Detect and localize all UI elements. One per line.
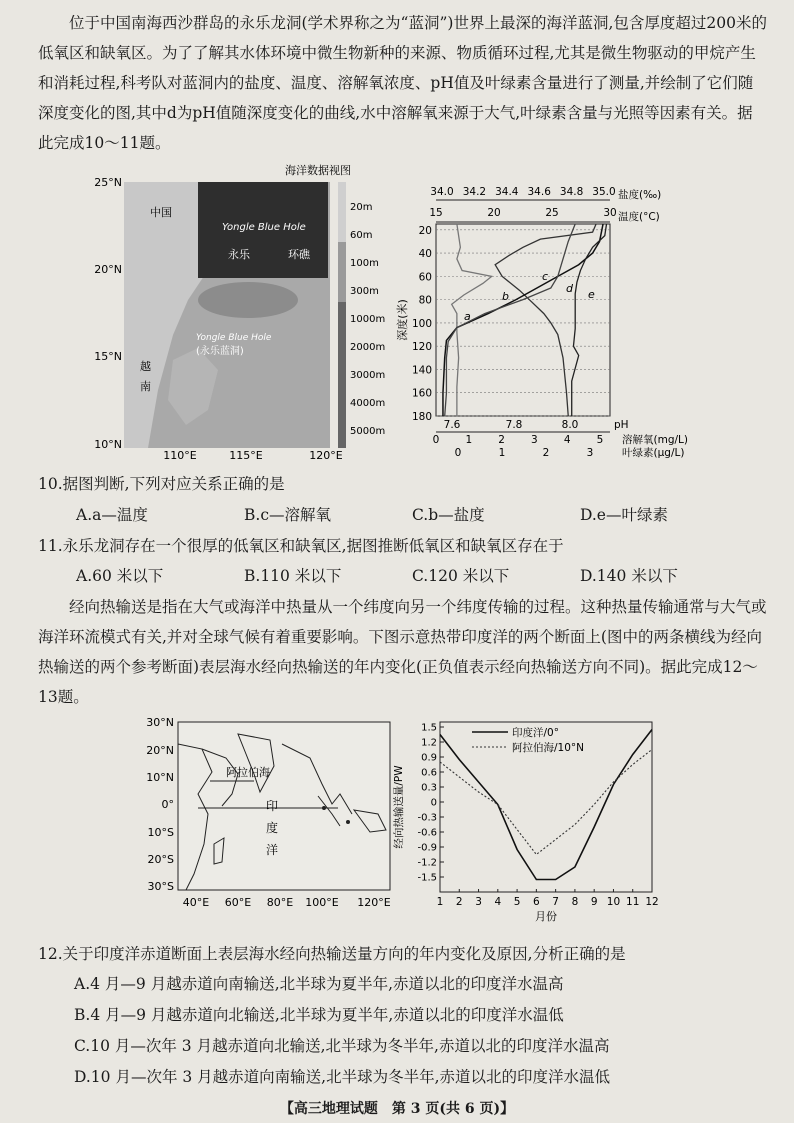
y-tick-label: -1.2	[417, 857, 437, 869]
y-tick-label: 120	[411, 341, 432, 354]
salinity-tick-label: 34.8	[559, 186, 584, 198]
curve-label-c: c	[542, 270, 549, 283]
ph-tick-label: 7.8	[505, 419, 523, 431]
lat-label: 0°	[161, 798, 174, 811]
x-tick-label: 7	[552, 896, 559, 908]
curve-label-a: a	[464, 310, 471, 323]
ph-tick-label: 7.6	[443, 419, 461, 431]
q12-stem: 12.关于印度洋赤道断面上表层海水经向热输送量方向的年内变化及原因,分析正确的是	[38, 945, 626, 963]
x-tick-label: 5	[513, 896, 521, 908]
chlorophyll-tick-label: 1	[498, 447, 506, 459]
depth-legend-label: 2000m	[350, 342, 386, 353]
q11-option-d[interactable]: D.140 米以下	[580, 567, 678, 585]
inset-label-yongle: 永乐	[228, 248, 250, 261]
oxygen-tick-label: 0	[432, 434, 440, 446]
lon-label: 120°E	[309, 449, 343, 462]
y-tick-label: -0.3	[417, 812, 437, 824]
y-tick-label: -0.6	[417, 827, 437, 839]
q10-option-d[interactable]: D.e—叶绿素	[580, 506, 668, 524]
lat-label: 20°N	[94, 263, 122, 276]
legend-label-arabian-sea: 阿拉伯海/10°N	[512, 742, 585, 754]
salinity-axis-label: 盐度(‰)	[618, 189, 662, 201]
x-tick-label: 9	[590, 896, 598, 908]
lon-label: 60°E	[224, 896, 252, 909]
y-tick-label: 60	[418, 271, 432, 284]
y-tick-label: 1.2	[421, 737, 437, 749]
temperature-axis-label: 温度(°C)	[618, 211, 660, 223]
map-title: 海洋数据视图	[285, 164, 351, 177]
curve-label-b: b	[502, 290, 509, 303]
lon-label: 115°E	[229, 449, 263, 462]
arabian-sea-label: 阿拉伯海	[226, 766, 270, 779]
x-tick-label: 2	[455, 896, 463, 908]
ocean-label-2: 度	[266, 821, 279, 835]
figure-1-map	[88, 160, 386, 462]
indian-ocean-map	[142, 714, 400, 910]
label-vietnam-2: 南	[140, 380, 151, 393]
plot-frame	[436, 224, 610, 416]
x-tick-label: 11	[626, 896, 640, 908]
temperature-tick-label: 20	[487, 207, 501, 219]
y-axis-label: 深度(米)	[396, 299, 409, 341]
depth-profile-chart	[392, 178, 722, 458]
series-line-arabian-sea	[440, 750, 652, 855]
y-tick-label: 40	[418, 248, 432, 261]
depth-legend-label: 20m	[350, 202, 373, 213]
heat-transport-chart	[390, 716, 670, 928]
x-axis-label: 月份	[535, 910, 557, 923]
y-tick-label: 1.5	[421, 722, 437, 734]
q11-option-b[interactable]: B.110 米以下	[244, 567, 342, 585]
q10-option-c[interactable]: C.b—盐度	[412, 506, 485, 524]
q12-option-b[interactable]: B.4 月—9 月越赤道向北输送,北半球为夏半年,赤道以北的印度洋水温低	[74, 1006, 564, 1024]
passage-2: 经向热输送是指在大气或海洋中热量从一个纬度向另一个纬度传输的过程。这种热量传输通常与大气或海洋环流模式有关,并对全球气候有着重要影响。下图示意热带印度洋的两个断面上(图中的两条横线为经向热输送的两个参考断面)表层海水经向热输送的年内变化(正负值表示经向热输送方向不同)。据此完成12～13题。	[38, 598, 767, 706]
depth-legend-label: 100m	[350, 258, 379, 269]
lon-label: 40°E	[182, 896, 210, 909]
temperature-tick-label: 30	[603, 207, 617, 219]
q11-option-c[interactable]: C.120 米以下	[412, 567, 510, 585]
lat-label: 30°N	[146, 716, 174, 729]
q10-stem: 10.据图判断,下列对应关系正确的是	[38, 475, 285, 493]
lat-label: 10°N	[146, 771, 174, 784]
x-tick-label: 1	[436, 896, 444, 908]
salinity-tick-label: 35.0	[592, 186, 616, 198]
q12-option-d[interactable]: D.10 月—次年 3 月越赤道向南输送,北半球为冬半年,赤道以北的印度洋水温低	[74, 1068, 611, 1086]
depth-legend-label: 5000m	[350, 426, 386, 437]
q10-option-b[interactable]: B.c—溶解氧	[244, 506, 331, 524]
oxygen-tick-label: 5	[596, 434, 604, 446]
ocean-label-1: 印	[266, 799, 279, 813]
lat-label: 15°N	[94, 350, 122, 363]
y-tick-label: 100	[411, 317, 432, 330]
q11-option-a[interactable]: A.60 米以下	[76, 567, 164, 585]
q10-option-a[interactable]: A.a—温度	[76, 506, 148, 524]
label-vietnam-1: 越	[140, 360, 151, 373]
lon-label: 120°E	[357, 896, 391, 909]
temperature-tick-label: 15	[429, 207, 443, 219]
legend-label-indian-ocean: 印度洋/0°	[512, 727, 559, 739]
y-tick-label: 80	[418, 294, 432, 307]
chlorophyll-tick-label: 2	[542, 447, 550, 459]
oxygen-tick-label: 1	[465, 434, 473, 446]
chlorophyll-tick-label: 3	[586, 447, 594, 459]
y-tick-label: 0.9	[421, 752, 437, 764]
x-tick-label: 3	[475, 896, 482, 908]
depth-legend-label: 3000m	[350, 370, 386, 381]
lat-label: 10°S	[147, 826, 174, 839]
chlorophyll-axis-label: 叶绿素(μg/L)	[622, 447, 685, 459]
oxygen-axis-label: 溶解氧(mg/L)	[622, 434, 688, 446]
salinity-tick-label: 34.0	[430, 186, 454, 198]
ocean-label-3: 洋	[266, 843, 279, 857]
lat-label: 10°N	[94, 438, 122, 451]
depth-legend-label: 4000m	[350, 398, 386, 409]
lon-label: 100°E	[305, 896, 339, 909]
y-tick-label: 0.3	[421, 782, 437, 794]
y-axis-label: 经向热输送量/PW	[393, 765, 405, 849]
oxygen-tick-label: 4	[563, 434, 571, 446]
inset-label-en: Yongle Blue Hole	[222, 222, 306, 233]
temperature-tick-label: 25	[545, 207, 559, 219]
depth-legend-label: 300m	[350, 286, 379, 297]
oxygen-tick-label: 3	[531, 434, 538, 446]
lat-label: 20°N	[146, 744, 174, 757]
salinity-tick-label: 34.4	[495, 186, 519, 198]
map-label-cn: (永乐蓝洞)	[196, 346, 244, 357]
x-tick-label: 4	[494, 896, 502, 908]
y-tick-label: 0	[430, 797, 437, 809]
curve-label-e: e	[588, 288, 595, 301]
curve-label-d: d	[566, 282, 573, 295]
lat-label: 20°S	[147, 853, 174, 866]
lat-label: 25°N	[94, 176, 122, 189]
lon-label: 110°E	[163, 449, 197, 462]
map-label-en: Yongle Blue Hole	[196, 333, 272, 343]
q12-option-a[interactable]: A.4 月—9 月越赤道向南输送,北半球为夏半年,赤道以北的印度洋水温高	[74, 975, 564, 993]
salinity-tick-label: 34.2	[462, 186, 487, 198]
passage-1: 位于中国南海西沙群岛的永乐龙洞(学术界称之为“蓝洞”)世界上最深的海洋蓝洞,包含厚度超过200米的低氧区和缺氧区。为了了解其水体环境中微生物新种的来源、物质循环过程,尤其是微生物驱动的甲烷产生和消耗过程,科考队对蓝洞内的盐度、温度、溶解氧浓度、pH值及叶绿素含量进行了测量,并绘制了它们随深度变化的图,其中d为pH值随深度变化的曲线,水中溶解氧来源于大气,叶绿素含量与光照等因素有关。据此完成10～11题。	[38, 14, 767, 152]
y-tick-label: 0.6	[421, 767, 437, 779]
x-tick-label: 8	[571, 896, 579, 908]
inset-label-huanjiao: 环礁	[288, 248, 310, 261]
label-china: 中国	[150, 206, 172, 219]
ph-tick-label: 8.0	[561, 419, 579, 431]
ph-axis-label: pH	[614, 419, 629, 431]
q11-stem: 11.永乐龙洞存在一个很厚的低氧区和缺氧区,据图推断低氧区和缺氧区存在于	[38, 537, 564, 555]
salinity-tick-label: 34.6	[527, 186, 551, 198]
oxygen-tick-label: 2	[498, 434, 505, 446]
lat-label: 30°S	[147, 880, 174, 893]
x-tick-label: 12	[645, 896, 659, 908]
y-tick-label: -0.9	[417, 842, 437, 854]
x-tick-label: 10	[606, 896, 621, 908]
y-tick-label: -1.5	[417, 872, 437, 884]
chlorophyll-tick-label: 0	[454, 447, 462, 459]
y-tick-label: 160	[411, 387, 432, 400]
y-tick-label: 140	[411, 364, 432, 377]
y-tick-label: 180	[411, 411, 432, 423]
depth-legend-label: 1000m	[350, 314, 386, 325]
page-footer: 【高三地理试题 第 3 页(共 6 页)】	[279, 1101, 515, 1117]
x-tick-label: 6	[533, 896, 540, 908]
depth-legend-label: 60m	[350, 230, 373, 241]
lon-label: 80°E	[266, 896, 294, 909]
y-tick-label: 20	[418, 224, 432, 237]
q12-option-c[interactable]: C.10 月—次年 3 月越赤道向北输送,北半球为冬半年,赤道以北的印度洋水温高	[74, 1037, 610, 1055]
